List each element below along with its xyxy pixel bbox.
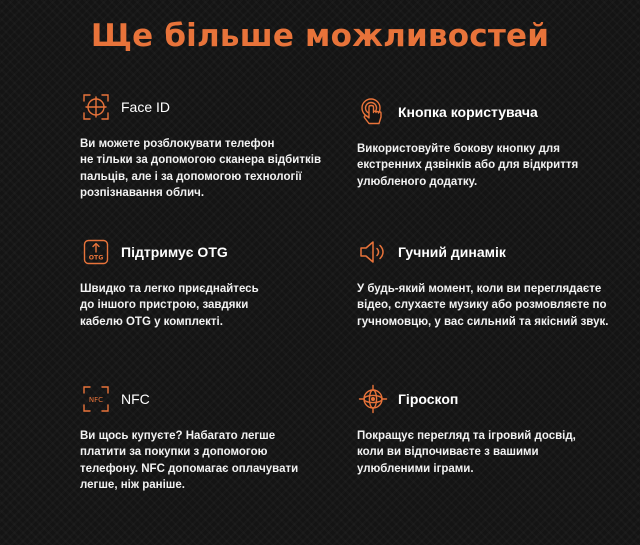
feature-name: Кнопка користувача — [398, 104, 538, 120]
description-line: коли ви відпочиваєте з вашими — [357, 446, 539, 459]
otg-icon-text: OTG — [88, 254, 104, 262]
finger-press-icon — [357, 96, 389, 128]
feature-name: Підтримує OTG — [121, 244, 228, 260]
otg-icon — [80, 236, 112, 268]
feature-description — [357, 428, 627, 477]
face-id-icon — [80, 91, 112, 123]
feature-name: Гіроскоп — [398, 391, 459, 407]
description-line: улюбленого додатку. — [357, 175, 478, 188]
gyroscope-icon — [357, 383, 389, 415]
feature-speaker — [357, 236, 627, 330]
description-line: платити за покупки з допомогою — [80, 446, 268, 459]
description-line: пальців, але і за допомогою технології — [80, 170, 302, 183]
speaker-icon — [357, 236, 389, 268]
description-line: Ви можете розблокувати телефон — [80, 138, 275, 150]
feature-description — [80, 136, 350, 201]
description-line: Використовуйте бокову кнопку для — [357, 143, 560, 155]
description-line: не тільки за допомогою сканера відбитків — [80, 154, 322, 167]
feature-header — [80, 91, 350, 123]
description-line: Швидко та легко приєднайтесь — [80, 283, 259, 295]
feature-name: NFC — [121, 391, 150, 407]
description-line: улюбленими іграми. — [357, 462, 474, 475]
feature-name: Face ID — [121, 99, 171, 115]
description-line: розпізнавання облич. — [80, 186, 205, 199]
feature-name: Гучний динамік — [398, 244, 506, 260]
description-line: Покращує перегляд та ігровий досвід, — [357, 430, 576, 442]
feature-header — [357, 383, 627, 415]
description-line: гучномовцю, у вас сильний та якісний звук. — [357, 315, 609, 328]
feature-description — [357, 141, 627, 190]
feature-description — [80, 281, 350, 330]
description-line: відео, слухаєте музику або розмовляєте по — [357, 299, 607, 312]
feature-nfc — [80, 383, 350, 493]
feature-face-id — [80, 91, 350, 201]
nfc-icon-text: NFC — [88, 396, 104, 404]
feature-gyroscope — [357, 383, 627, 477]
description-line: кабелю OTG у комплекті. — [80, 315, 223, 328]
description-line: екстренних дзвінків або для відкриття — [357, 159, 579, 172]
feature-description — [80, 428, 350, 493]
description-line: легше, ніж раніше. — [80, 478, 185, 491]
description-line: У будь-який момент, коли ви переглядаєте — [357, 283, 602, 295]
feature-header — [80, 383, 350, 415]
feature-header — [357, 96, 627, 128]
description-line: до іншого пристрою, завдяки — [80, 299, 249, 312]
feature-header — [357, 236, 627, 268]
nfc-icon — [80, 383, 112, 415]
page-title: Ще більше можливостей — [90, 18, 550, 54]
feature-description — [357, 281, 627, 330]
feature-header — [80, 236, 350, 268]
description-line: телефону. NFC допомагає оплачувати — [80, 462, 299, 475]
description-line: Ви щось купуєте? Набагато легше — [80, 430, 276, 442]
feature-otg — [80, 236, 350, 330]
feature-user-button — [357, 96, 627, 190]
